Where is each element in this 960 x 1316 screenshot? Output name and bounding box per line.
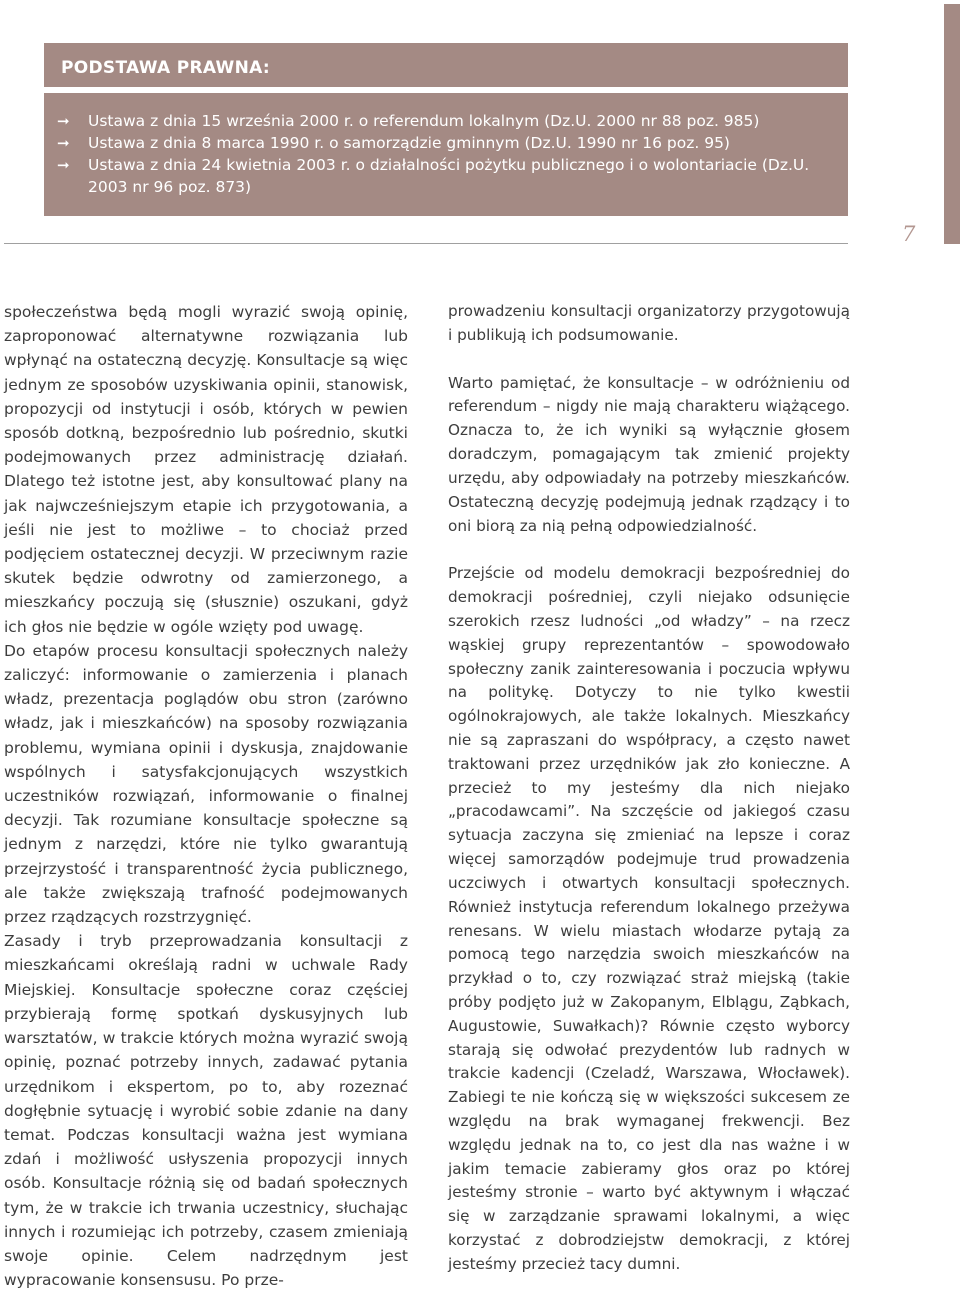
legal-basis-heading: PODSTAWA PRAWNA:	[44, 43, 848, 87]
paragraph: prowadzeniu konsultacji organizatorzy przygotowują i publikują ich podsumowanie.	[448, 302, 850, 344]
left-column	[4, 300, 408, 1292]
law-item-text: Ustawa z dnia 24 kwietnia 2003 r. o działalności pożytku publicznego i o wolontariacie (Dz.U. 2003 nr 96 poz. 873)	[88, 156, 810, 196]
legal-basis-list	[57, 110, 832, 198]
header-divider	[4, 243, 848, 244]
arrow-right-icon: ➞	[57, 156, 70, 174]
arrow-right-icon: ➞	[57, 134, 70, 152]
legal-basis-box	[44, 93, 848, 216]
paragraph: Do etapów procesu konsultacji społecznych należy zaliczyć: informowanie o zamierzenia i planach władz, prezentacja poglądów obu stron (zarówno władz, jak i mieszkańców) na sposoby rozwiązania problemu, wymiana opinii i dyskusja, znajdowanie wspólnych i satysfakcjonujących wszystkich uczestników rozwiązań, informowanie o finalnej decyzji. Tak rozumiane konsultacje społeczne są jednym z narzędzi, które nie tylko gwarantują przejrzystość i transparentność życia publicznego, ale także zwiększają trafność podejmowanych przez rządzących rozstrzygnięć.	[4, 641, 408, 927]
page-edge-tab	[944, 4, 960, 244]
law-item-text: Ustawa z dnia 15 września 2000 r. o referendum lokalnym (Dz.U. 2000 nr 88 poz. 985)	[88, 112, 760, 130]
paragraph: społeczeństwa będą mogli wyrazić swoją opinię, zaproponować alternatywne rozwiązania lub wpłynąć na ostateczną decyzję. Konsultacje są więc jednym ze sposobów uzyskiwania opinii, stanowisk, propozycji od instytucji i osób, których w pewien sposób dotkną, bezpośrednio lub pośrednio, skutki podejmowanych przez administrację działań. Dlatego też istotne jest, aby konsultować plany na jak najwcześniejszym etapie ich przygotowania, a jeśli nie jest to możliwe – to chociaż przed podjęciem ostatecznej decyzji. W przeciwnym razie skutek będzie odwrotny od zamierzonego, a mieszkańcy poczują się (słusznie) oszukani, gdyż ich głos nie będzie w ogóle wzięty pod uwagę.	[4, 303, 408, 636]
paragraph: Przejście od modelu demokracji bezpośredniej do demokracji pośredniej, czyli niejako odsunięcie szerokich rzesz ludności „od władzy” – na rzecz wąskiej grupy reprezentantów – spowodowało społeczny zanik zainteresowania i poczucia wpływu na politykę. Dotyczy to nie tylko kwestii ogólnokrajowych, ale także lokalnych. Mieszkańcy nie są zapraszani do współpracy, a często nawet traktowani przez urzędników jak zło konieczne. A przecież to my jesteśmy dla nich niejako „pracodawcami”. Na szczęście od jakiegoś czasu sytuacja zaczyna się zmieniać na lepsze i coraz więcej samorządów podejmuje trud prowadzenia uczciwych i otwartych konsultacji społecznych. Również instytucja referendum lokalnego przeżywa renesans. W wielu miastach włodarze pytają za pomocą tego narzędzia swoich mieszkańców na przykład o to, czy rozwiązać straż miejską (takie próby podjęto już w Zakopanym, Elblągu, Ząbkach, Augustowie, Suwałkach)? Równie często wyborcy starają się odwołać prezydentów lub radnych w trakcie kadencji (Czeladź, Warszawa, Włocławek). Zabiegi te nie kończą się w większości sukcesem ze względu na brak wymaganej frekwencji. Bez względu jednak na to, co jest dla nas ważne i w jakim temacie zabieramy głos oraz po której jesteśmy stronie – warto być aktywnym i włączać się w zarządzanie sprawami lokalnymi, a więc korzystać z dobrodziejstw demokracji, z której jesteśmy przecież tacy dumni.	[448, 564, 850, 1273]
list-item	[57, 154, 832, 198]
arrow-right-icon: ➞	[57, 112, 70, 130]
page-number: 7	[902, 222, 916, 246]
paragraph: Zasady i tryb przeprowadzania konsultacji z mieszkańcami określają radni w uchwale Rady Miejskiej. Konsultacje społeczne coraz częściej przybierają formę spotkań dyskusyjnych lub warsztatów, w trakcie których można wyrazić swoją opinię, poznać potrzeby innych, zadawać pytania urzędnikom i ekspertom, po to, aby rozeznać dogłębnie sytuację i wyrobić sobie zdanie na dany temat. Podczas konsultacji ważna jest wymiana zdań i możliwość usłyszenia propozycji innych osób. Konsultacje różnią się od badań społecznych tym, że w trakcie ich trwania uczestnicy, słuchając innych i rozumiejąc ich potrzeby, czasem zmieniają swoje opinie. Celem nadrzędnym jest wypracowanie konsensusu. Po prze-	[4, 932, 408, 1290]
paragraph: Warto pamiętać, że konsultacje – w odróżnieniu od referendum – nigdy nie mają charakteru wiążącego. Oznacza to, że ich wyniki są wyłącznie głosem doradczym, pomagającym tak zmienić projekty urzędu, aby odpowiadały na potrzeby mieszkańców. Ostateczną decyzję podejmują jednak rządzący i to oni biorą za nią pełną odpowiedzialność.	[448, 373, 850, 535]
list-item	[57, 110, 832, 132]
list-item	[57, 132, 832, 154]
right-column	[448, 300, 850, 1277]
law-item-text: Ustawa z dnia 8 marca 1990 r. o samorządzie gminnym (Dz.U. 1990 nr 16 poz. 95)	[88, 134, 730, 152]
